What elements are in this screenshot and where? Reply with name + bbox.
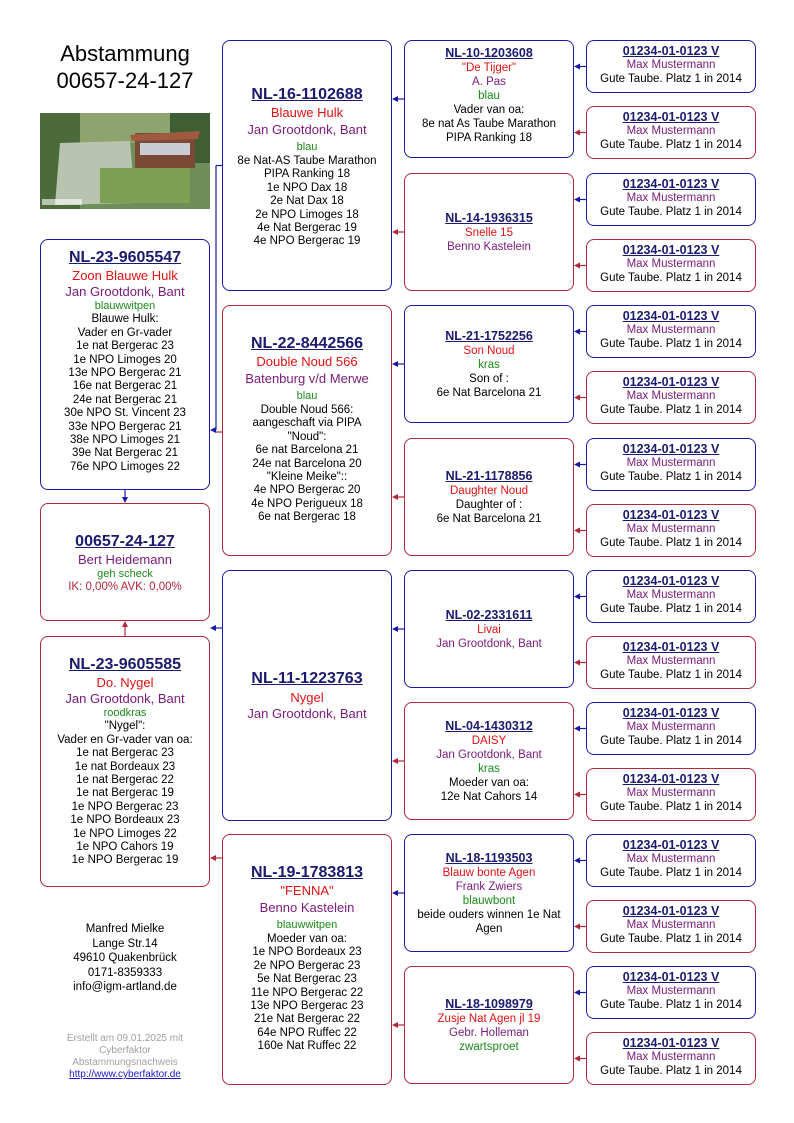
gen3-ring-number[interactable]: NL-02-2331611 — [445, 607, 533, 622]
gen4-owner: Max Mustermann — [626, 125, 716, 137]
achievement-line: "Kleine Meike":: — [266, 471, 348, 484]
breeder-contact — [40, 922, 210, 995]
gen4-owner: Max Mustermann — [626, 192, 716, 204]
achievement-line: 1e NPO Bergerac 23 — [71, 800, 179, 813]
gen4-owner: Max Mustermann — [626, 258, 716, 270]
gen4-note: Gute Taube. Platz 1 in 2014 — [600, 471, 742, 483]
gen4-note: Gute Taube. Platz 1 in 2014 — [600, 735, 742, 747]
subject-pigeon-card[interactable] — [40, 503, 210, 621]
connector-arrow — [574, 726, 580, 732]
gen3-achievement-line: 6e Nat Barcelona 21 — [436, 512, 542, 525]
gen4-owner: Max Mustermann — [626, 390, 716, 402]
gen3-pigeon-card[interactable] — [404, 305, 574, 423]
gen4-note: Gute Taube. Platz 1 in 2014 — [600, 206, 742, 218]
connector-arrow — [392, 96, 398, 102]
gen3-color: zwartsproet — [459, 1040, 519, 1053]
title-line-1: Abstammung — [60, 41, 190, 66]
gen4-pigeon-card[interactable] — [586, 438, 756, 491]
subject-inbreeding: IK: 0,00% AVK: 0,00% — [68, 581, 182, 594]
gen4-ring-number[interactable]: 01234-01-0123 V — [622, 243, 720, 257]
gen4-pigeon-card[interactable] — [586, 1032, 756, 1085]
connector-arrow — [574, 462, 580, 468]
gen4-owner: Max Mustermann — [626, 59, 716, 71]
achievement-line: Vader en Gr-vader van oa: — [57, 733, 193, 746]
gen4-note: Gute Taube. Platz 1 in 2014 — [600, 669, 742, 681]
gen4-owner: Max Mustermann — [626, 1051, 716, 1063]
achievement-line: PIPA Ranking 18 — [263, 168, 351, 181]
sire-owner: Jan Grootdonk, Bant — [65, 284, 185, 299]
gen4-ring-number[interactable]: 01234-01-0123 V — [622, 970, 720, 984]
gen4-ring-number[interactable]: 01234-01-0123 V — [622, 110, 720, 124]
gen3-owner: Jan Grootdonk, Bant — [436, 637, 542, 650]
gen4-pigeon-card[interactable] — [586, 702, 756, 755]
connector-arrow — [574, 329, 580, 335]
title-line-2: 00657-24-127 — [56, 68, 194, 93]
g2-1-ring-number[interactable]: NL-22-8442566 — [250, 335, 364, 352]
gen3-color: kras — [478, 358, 500, 371]
dam-owner: Jan Grootdonk, Bant — [65, 691, 185, 706]
connector-arrow — [574, 263, 580, 269]
achievement-line: 13e NPO Bergerac 21 — [68, 367, 182, 380]
gen4-pigeon-card[interactable] — [586, 239, 756, 292]
achievement-line: aangeschaft via PIPA — [252, 417, 362, 430]
achievement-line: 160e Nat Ruffec 22 — [257, 1040, 357, 1053]
gen3-pigeon-card[interactable] — [404, 438, 574, 556]
gen3-achievement-line: 12e Nat Cahors 14 — [440, 790, 538, 803]
sire-color: blauwwitpen — [94, 300, 156, 312]
g2-2-name: Nygel — [290, 690, 324, 705]
gen4-note: Gute Taube. Platz 1 in 2014 — [600, 933, 742, 945]
sire-card[interactable] — [40, 239, 210, 490]
achievement-line: 39e Nat Bergerac 21 — [71, 447, 179, 460]
gen3-ring-number[interactable]: NL-14-1936315 — [445, 210, 533, 225]
gen4-owner: Max Mustermann — [626, 324, 716, 336]
gen3-pigeon-card[interactable] — [404, 40, 574, 158]
gen4-pigeon-card[interactable] — [586, 173, 756, 226]
gen4-ring-number[interactable]: 01234-01-0123 V — [622, 838, 720, 852]
subject-owner: Bert Heidemann — [78, 552, 172, 567]
connector-arrow — [574, 792, 580, 798]
gen4-note: Gute Taube. Platz 1 in 2014 — [600, 801, 742, 813]
achievement-line: 4e NPO Bergerac 20 — [253, 484, 361, 497]
achievement-line: 8e Nat-AS Taube Marathon — [237, 155, 377, 167]
achievement-line: 1e nat Bergerac 23 — [76, 747, 174, 760]
gen3-name: Son Noud — [463, 344, 515, 357]
gen4-ring-number[interactable]: 01234-01-0123 V — [622, 1036, 720, 1050]
gen4-owner: Max Mustermann — [626, 457, 716, 469]
achievement-line: 1e NPO Dax 18 — [266, 181, 348, 194]
achievement-line: 1e NPO Limoges 22 — [73, 827, 177, 840]
granddam-paternal-card[interactable] — [222, 305, 392, 556]
gen3-ring-number[interactable]: NL-18-1193503 — [445, 850, 533, 865]
connector-arrow — [574, 64, 580, 70]
gen4-ring-number[interactable]: 01234-01-0123 V — [622, 442, 720, 456]
sire-achievements — [44, 313, 206, 474]
achievement-line: 76e NPO Limoges 22 — [70, 460, 180, 473]
gen4-pigeon-card[interactable] — [586, 768, 756, 821]
achievement-line: 1e nat Bergerac 22 — [76, 774, 174, 787]
connector-arrow — [210, 855, 216, 861]
gen4-owner: Max Mustermann — [626, 523, 716, 535]
gen4-ring-number[interactable]: 01234-01-0123 V — [622, 44, 720, 58]
achievement-line: "Noud": — [287, 430, 327, 443]
gen3-name: "De Tijger" — [461, 62, 517, 74]
gen3-achievement-line: Vader van oa: — [453, 104, 525, 116]
gen3-ring-number[interactable]: NL-04-1430312 — [445, 718, 533, 733]
gen4-pigeon-card[interactable] — [586, 636, 756, 689]
gen3-achievement-line: Son of : — [469, 372, 509, 385]
g2-0-color: blau — [296, 141, 318, 153]
dam-card[interactable] — [40, 636, 210, 887]
gen3-ring-number[interactable]: NL-21-1752256 — [445, 328, 533, 343]
gen3-achievement-line: Agen — [475, 922, 503, 935]
gen4-ring-number[interactable]: 01234-01-0123 V — [622, 904, 720, 918]
gen3-achievement-line: 6e Nat Barcelona 21 — [436, 386, 542, 399]
gen4-ring-number[interactable]: 01234-01-0123 V — [622, 177, 720, 191]
gen3-pigeon-card[interactable] — [404, 173, 574, 291]
gen4-ring-number[interactable]: 01234-01-0123 V — [622, 574, 720, 588]
achievement-line: 21e Nat Bergerac 22 — [253, 1013, 361, 1026]
gen4-pigeon-card[interactable] — [586, 305, 756, 358]
gen3-owner: Jan Grootdonk, Bant — [436, 748, 542, 761]
connector-arrow — [574, 990, 580, 996]
gen4-ring-number[interactable]: 01234-01-0123 V — [622, 772, 720, 786]
g2-3-owner: Benno Kastelein — [259, 900, 355, 915]
gen4-owner: Max Mustermann — [626, 985, 716, 997]
connector-arrow — [574, 528, 580, 534]
gen4-pigeon-card[interactable] — [586, 966, 756, 1019]
created-line-2: Cyberfaktor — [99, 1045, 151, 1056]
achievement-line: 24e nat Bergerac 21 — [72, 393, 178, 406]
cyberfaktor-link[interactable]: http://www.cyberfaktor.de — [69, 1069, 181, 1080]
connector-arrow — [574, 197, 580, 203]
gen4-pigeon-card[interactable] — [586, 504, 756, 557]
achievement-line: 33e NPO Bergerac 21 — [68, 420, 182, 433]
connector-arrow — [574, 395, 580, 401]
connector-arrow — [392, 890, 398, 896]
gen3-pigeon-card[interactable] — [404, 966, 574, 1084]
g2-2-ring-number[interactable]: NL-11-1223763 — [251, 670, 363, 687]
achievement-line: "Nygel": — [104, 720, 146, 733]
gen4-note: Gute Taube. Platz 1 in 2014 — [600, 272, 742, 284]
gen3-owner: Frank Zwiers — [455, 880, 523, 893]
gen3-pigeon-card[interactable] — [404, 702, 574, 820]
gen4-pigeon-card[interactable] — [586, 371, 756, 424]
connector-arrow — [392, 361, 398, 367]
g2-1-achievements — [226, 404, 388, 525]
gen4-note: Gute Taube. Platz 1 in 2014 — [600, 139, 742, 151]
connector-arrow — [392, 494, 398, 500]
g2-1-color: blau — [296, 390, 318, 402]
achievement-line: 2e NPO Bergerac 23 — [253, 959, 361, 972]
g2-3-name: "FENNA" — [280, 883, 334, 898]
gen4-note: Gute Taube. Platz 1 in 2014 — [600, 404, 742, 416]
connector-arrow — [210, 427, 216, 433]
sire-ring-number[interactable]: NL-23-9605547 — [68, 249, 182, 266]
gen4-ring-number[interactable]: 01234-01-0123 V — [622, 640, 720, 654]
dam-color: roodkras — [103, 707, 147, 719]
gen3-achievement-line: beide ouders winnen 1e Nat — [417, 908, 561, 921]
gen3-name: DAISY — [471, 734, 507, 747]
connector-arrow — [574, 130, 580, 136]
gen4-owner: Max Mustermann — [626, 589, 716, 601]
g2-1-name: Double Noud 566 — [256, 354, 358, 369]
connector-arrow — [210, 625, 216, 631]
contact-phone: 0171-8359333 — [87, 966, 163, 979]
g2-0-owner: Jan Grootdonk, Bant — [247, 122, 367, 137]
g2-0-ring-number[interactable]: NL-16-1102688 — [251, 86, 363, 103]
connector-arrow — [574, 924, 580, 930]
achievement-line: 1e nat Bordeaux 23 — [74, 760, 176, 773]
gen3-owner: A. Pas — [472, 76, 506, 88]
subject-color: geh scheck — [97, 568, 153, 580]
gen4-ring-number[interactable]: 01234-01-0123 V — [622, 375, 720, 389]
gen4-note: Gute Taube. Platz 1 in 2014 — [600, 999, 742, 1011]
achievement-line: 30e NPO St. Vincent 23 — [64, 407, 186, 420]
achievement-line: Double Noud 566: — [260, 404, 354, 416]
g2-0-achievements — [226, 155, 388, 249]
connector-arrow — [574, 858, 580, 864]
gen3-ring-number[interactable]: NL-10-1203608 — [445, 46, 533, 60]
achievement-line: 64e NPO Ruffec 22 — [257, 1026, 357, 1039]
sire-name: Zoon Blauwe Hulk — [72, 268, 178, 283]
dam-ring-number[interactable]: NL-23-9605585 — [68, 656, 182, 673]
gen4-pigeon-card[interactable] — [586, 900, 756, 953]
g2-3-color: blauwwitpen — [276, 919, 338, 931]
gen3-pigeon-card[interactable] — [404, 834, 574, 952]
connector-arrow — [574, 594, 580, 600]
created-note — [40, 1033, 210, 1081]
dam-name: Do. Nygel — [96, 675, 154, 690]
achievement-line: Vader en Gr-vader — [77, 326, 173, 339]
achievement-line: 1e nat Bergerac 23 — [76, 340, 174, 353]
gen4-pigeon-card[interactable] — [586, 570, 756, 623]
gen4-note: Gute Taube. Platz 1 in 2014 — [600, 338, 742, 350]
achievement-line: 24e nat Barcelona 20 — [252, 457, 362, 470]
gen3-ring-number[interactable]: NL-21-1178856 — [445, 468, 533, 483]
achievement-line: 6e nat Barcelona 21 — [255, 444, 359, 457]
granddam-maternal-card[interactable] — [222, 834, 392, 1085]
connector-arrow — [392, 229, 398, 235]
gen3-achievement-line: Daughter of : — [455, 498, 523, 511]
contact-email: info@igm-artland.de — [73, 981, 177, 993]
achievement-line: 2e NPO Limoges 18 — [255, 208, 359, 221]
gen4-owner: Max Mustermann — [626, 853, 716, 865]
gen3-name: Livai — [477, 623, 501, 636]
achievement-line: 4e NPO Perigueux 18 — [251, 497, 363, 510]
gen4-ring-number[interactable]: 01234-01-0123 V — [622, 309, 720, 323]
contact-name: Manfred Mielke — [85, 923, 165, 935]
gen3-ring-number[interactable]: NL-18-1098979 — [445, 996, 533, 1011]
gen3-name: Blauw bonte Agen — [442, 866, 536, 879]
gen4-owner: Max Mustermann — [626, 919, 716, 931]
connector-arrow — [122, 621, 128, 627]
gen4-note: Gute Taube. Platz 1 in 2014 — [600, 603, 742, 615]
gen3-achievement-line: 8e nat As Taube Marathon — [421, 118, 557, 130]
contact-city: 49610 Quakenbrück — [73, 952, 177, 964]
connector-arrow — [392, 758, 398, 764]
gen4-owner: Max Mustermann — [626, 721, 716, 733]
achievement-line: 1e NPO Bordeaux 23 — [252, 946, 362, 959]
gen3-owner: Gebr. Holleman — [449, 1026, 529, 1039]
g2-2-owner: Jan Grootdonk, Bant — [247, 706, 367, 721]
created-line-1: Erstellt am 09.01.2025 mit — [66, 1033, 184, 1044]
gen3-color: kras — [478, 762, 500, 775]
gen4-note: Gute Taube. Platz 1 in 2014 — [600, 537, 742, 549]
gen3-name: Daughter Noud — [450, 484, 528, 497]
gen3-name: Snelle 15 — [465, 226, 513, 239]
gen4-ring-number[interactable]: 01234-01-0123 V — [622, 508, 720, 522]
connector-arrow — [574, 660, 580, 666]
achievement-line: Moeder van oa: — [267, 933, 347, 945]
gen3-name: Zusje Nat Agen jl 19 — [437, 1012, 541, 1025]
dam-achievements — [44, 720, 206, 867]
achievement-line: 1e NPO Bordeaux 23 — [70, 814, 180, 827]
achievement-line: 1e NPO Limoges 20 — [73, 353, 177, 366]
grandsire-paternal-card[interactable] — [222, 40, 392, 291]
achievement-line: 11e NPO Bergerac 22 — [250, 986, 364, 999]
gen4-note: Gute Taube. Platz 1 in 2014 — [600, 1065, 742, 1077]
achievement-line: 6e nat Bergerac 18 — [258, 511, 356, 524]
gen3-achievement-line: PIPA Ranking 18 — [445, 132, 533, 144]
achievement-line: 2e Nat Dax 18 — [270, 195, 344, 208]
gen4-pigeon-card[interactable] — [586, 834, 756, 887]
created-line-3: Abstammungsnachweis — [72, 1057, 178, 1068]
gen3-achievement-line: Moeder van oa: — [449, 776, 529, 789]
g2-0-name: Blauwe Hulk — [270, 105, 344, 120]
achievement-line: Blauwe Hulk: — [91, 313, 159, 326]
gen4-note: Gute Taube. Platz 1 in 2014 — [600, 73, 742, 85]
achievement-line: 1e NPO Bergerac 19 — [71, 854, 179, 867]
gen4-pigeon-card[interactable] — [586, 106, 756, 159]
gen4-pigeon-card[interactable] — [586, 40, 756, 93]
achievement-line: 1e NPO Cahors 19 — [76, 841, 174, 854]
achievement-line: 4e NPO Bergerac 19 — [253, 235, 361, 248]
achievement-line: 4e Nat Bergerac 19 — [257, 222, 357, 235]
achievement-line: 5e Nat Bergerac 23 — [257, 973, 357, 986]
achievement-line: 1e nat Bergerac 19 — [76, 787, 174, 800]
g2-3-ring-number[interactable]: NL-19-1783813 — [250, 864, 364, 881]
gen3-color: blauwbont — [462, 894, 516, 907]
achievement-line: 38e NPO Limoges 21 — [70, 434, 180, 447]
gen4-note: Gute Taube. Platz 1 in 2014 — [600, 867, 742, 879]
achievement-line: 13e NPO Bergerac 23 — [250, 1000, 364, 1013]
g2-1-owner: Batenburg v/d Merwe — [245, 371, 369, 386]
connector-arrow — [392, 1022, 398, 1028]
contact-street: Lange Str.14 — [92, 937, 158, 950]
g2-3-achievements — [226, 933, 388, 1054]
achievement-line: 16e nat Bergerac 21 — [72, 380, 178, 393]
gen3-owner: Benno Kastelein — [447, 240, 531, 253]
connector-arrow — [392, 626, 398, 632]
subject-ring-number[interactable]: 00657-24-127 — [75, 533, 175, 550]
grandsire-maternal-card[interactable] — [222, 570, 392, 821]
connector-arrow — [574, 1056, 580, 1062]
gen4-owner: Max Mustermann — [626, 787, 716, 799]
gen3-color: blau — [478, 90, 500, 102]
gen4-owner: Max Mustermann — [626, 655, 716, 667]
gen4-ring-number[interactable]: 01234-01-0123 V — [622, 706, 720, 720]
gen3-pigeon-card[interactable] — [404, 570, 574, 688]
